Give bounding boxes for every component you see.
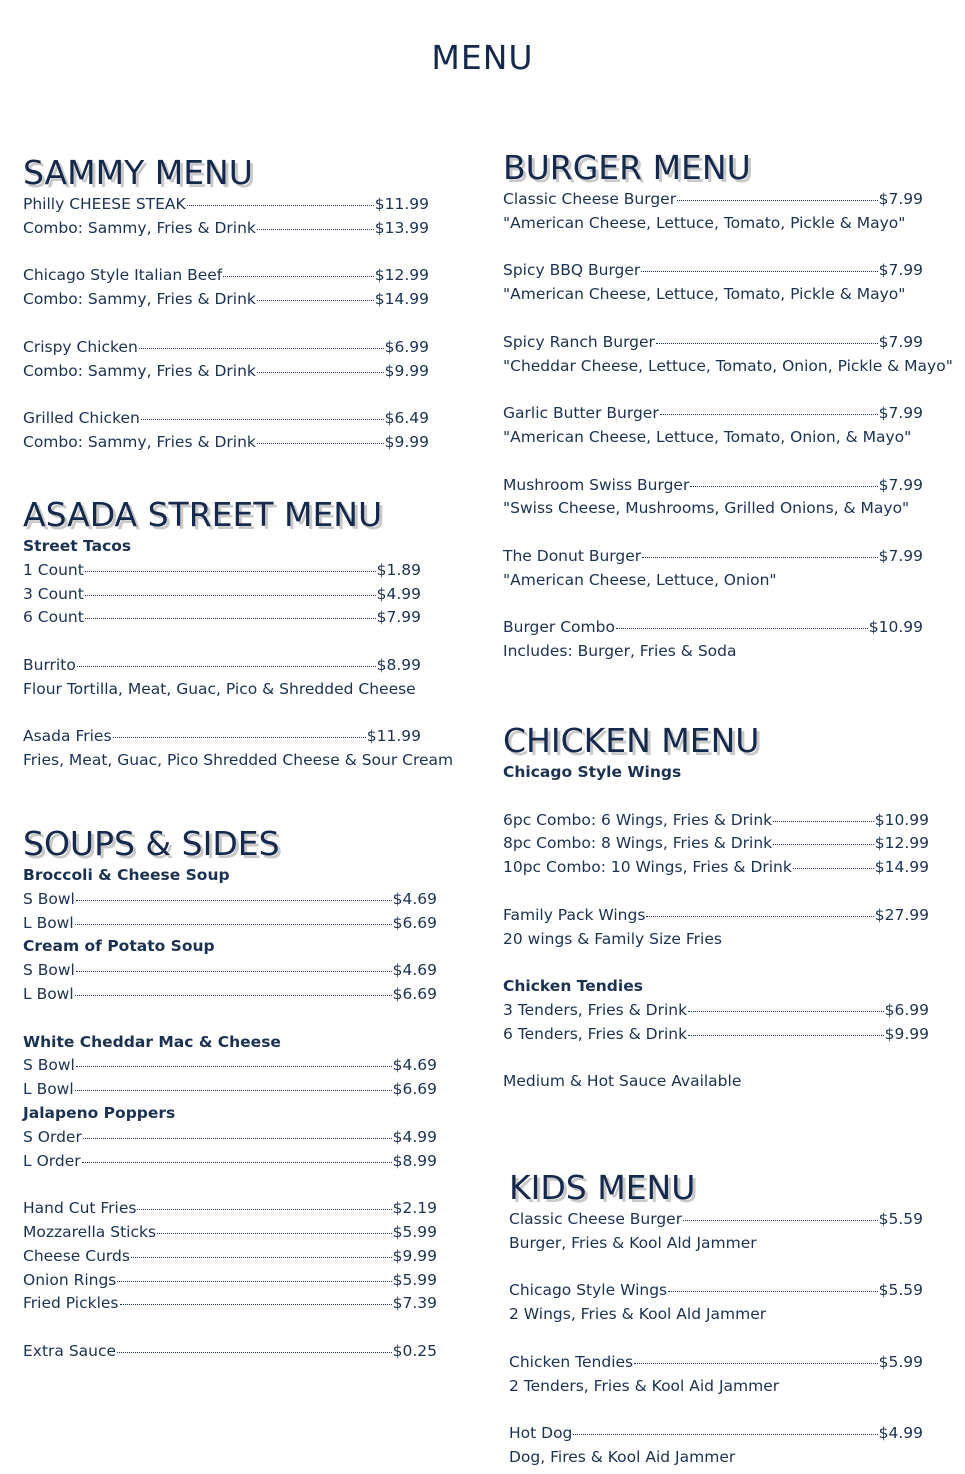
row-spacer [509,1398,923,1422]
item-price: $6.99 [884,1000,929,1019]
item-price: $7.99 [878,261,923,280]
item-price: $4.99 [392,1127,437,1146]
item-price: $2.19 [392,1199,437,1218]
item-price: $6.99 [384,337,429,356]
menu-item [503,188,923,212]
item-name: Chicago Style Wings [509,1281,668,1300]
row-spacer [23,630,421,654]
subheading: White Cheddar Mac & Cheese [23,1032,281,1051]
item-price: $5.99 [392,1270,437,1289]
menu-item [503,545,923,569]
item-description: Includes: Burger, Fries & Soda [503,642,737,661]
item-description: Flour Tortilla, Meat, Guac, Pico & Shredded Cheese [23,679,416,698]
row-spacer [503,236,923,260]
item-name: 6 Tenders, Fries & Drink [503,1024,688,1043]
dot-leader [641,271,877,272]
item-price: $10.99 [874,810,929,829]
item-name: The Donut Burger [503,546,642,565]
item-description: "American Cheese, Lettuce, Onion" [503,570,777,589]
menu-item [23,559,421,583]
dot-leader [660,414,878,415]
item-price: $4.69 [392,961,437,980]
dot-leader [75,995,392,996]
chicken-menu-section [503,721,929,1094]
row-spacer [23,702,421,726]
dot-leader [117,1281,391,1282]
row-spacer [503,1047,929,1071]
dot-leader [157,1233,392,1234]
dot-leader [257,300,374,301]
item-price: $7.99 [878,404,923,423]
dot-leader [82,1162,392,1163]
menu-item [23,725,421,749]
menu-item [23,1126,437,1150]
menu-item [23,1054,437,1078]
row-spacer [509,1256,923,1280]
item-price: $7.39 [392,1294,437,1313]
menu-item [23,407,429,431]
page-title: MENU [431,38,534,77]
menu-item [503,402,923,426]
dot-leader [688,1011,884,1012]
item-price: $0.25 [392,1341,437,1360]
item-name: 3 Tenders, Fries & Drink [503,1000,688,1019]
item-price: $4.99 [376,584,421,603]
dot-leader [690,486,877,487]
item-price: $4.69 [392,1056,437,1075]
item-price: $9.99 [384,361,429,380]
subheading: Street Tacos [23,537,132,555]
menu-item [23,983,437,1007]
dot-leader [120,1304,392,1305]
item-name: Extra Sauce [23,1341,117,1360]
menu-item [23,1078,437,1102]
menu-item [23,606,421,630]
item-price: $6.69 [392,1080,437,1099]
item-price: $6.49 [384,409,429,428]
soups-and-sides-section [23,824,437,1364]
asada-street-menu-section [23,495,454,773]
menu-item [23,1221,437,1245]
item-description: "Cheddar Cheese, Lettuce, Tomato, Onion, Pickle & Mayo" [503,356,953,375]
item-price: $11.99 [366,727,421,746]
section-title: KIDS MENU [509,1168,696,1207]
item-price: $13.99 [374,218,429,237]
menu-item [503,832,929,856]
item-price: $4.99 [878,1424,923,1443]
item-name: Mozzarella Sticks [23,1222,157,1241]
dot-leader [85,595,376,596]
item-price: $11.99 [374,195,429,213]
item-price: $7.99 [878,475,923,494]
item-price: $6.69 [392,984,437,1003]
menu-item [503,474,923,498]
row-spacer [503,307,923,331]
item-name: Crispy Chicken [23,337,138,356]
kids-menu-section [509,1168,923,1470]
section-title: SAMMY MENU [23,153,253,192]
row-spacer [503,785,929,809]
menu-item [23,888,437,912]
item-name: Classic Cheese Burger [503,190,677,208]
dot-leader [141,419,384,420]
row-spacer [23,1173,437,1197]
item-name: 6 Count [23,608,84,627]
menu-item [23,959,437,983]
item-name: Burger Combo [503,618,615,637]
item-description: 2 Tenders, Fries & Kool Aid Jammer [509,1376,780,1395]
row-spacer [23,1316,437,1340]
menu-item [23,1197,437,1221]
row-spacer [23,383,429,407]
dot-leader [257,229,374,230]
dot-leader [656,343,878,344]
dot-leader [75,1090,392,1091]
item-name: 10pc Combo: 10 Wings, Fries & Drink [503,858,792,877]
menu-item [23,583,421,607]
item-name: L Bowl [23,1080,74,1099]
item-name: Classic Cheese Burger [509,1210,683,1228]
menu-item [503,999,929,1023]
item-price: $9.99 [384,432,429,451]
dot-leader [76,900,392,901]
dot-leader [113,737,366,738]
dot-leader [616,628,868,629]
row-spacer [503,450,923,474]
dot-leader [85,571,376,572]
item-price: $9.99 [884,1024,929,1043]
menu-item [503,809,929,833]
dot-leader [131,1257,392,1258]
item-name: Fried Pickles [23,1294,119,1313]
item-price: $27.99 [874,905,929,924]
menu-item [23,1340,437,1364]
item-price: $12.99 [874,834,929,853]
menu-item [503,616,923,640]
subheading: Cream of Potato Soup [23,937,215,956]
row-spacer [503,593,923,617]
subheading: Broccoli & Cheese Soup [23,866,230,884]
menu-item [23,912,437,936]
section-title: ASADA STREET MENU [23,495,383,534]
item-name: Spicy BBQ Burger [503,261,641,280]
item-name: Hot Dog [509,1424,573,1443]
dot-leader [688,1035,884,1036]
row-spacer [23,312,429,336]
subheading: Chicago Style Wings [503,763,682,781]
item-name: Burrito [23,655,76,674]
dot-leader [573,1434,877,1435]
dot-leader [76,1066,392,1067]
item-name: S Bowl [23,1056,75,1075]
item-name: Hand Cut Fries [23,1199,137,1218]
menu-item [23,288,429,312]
menu-item [23,1269,437,1293]
row-spacer [503,951,929,975]
row-spacer [509,1327,923,1351]
item-name: S Bowl [23,889,75,908]
dot-leader [634,1363,877,1364]
item-name: Chicago Style Italian Beef [23,266,223,285]
dot-leader [793,868,874,869]
menu-item [503,331,923,355]
menu-item [503,856,929,880]
item-name: S Bowl [23,961,75,980]
item-name: Chicken Tendies [509,1352,634,1371]
item-name: Combo: Sammy, Fries & Drink [23,361,256,380]
item-name: 6pc Combo: 6 Wings, Fries & Drink [503,810,773,829]
item-description: Fries, Meat, Guac, Pico Shredded Cheese & Sour Cream [23,751,454,770]
row-spacer [503,378,923,402]
item-price: $14.99 [374,290,429,309]
item-name: Cheese Curds [23,1246,130,1265]
dot-leader [677,200,878,201]
subheading: Jalapeno Poppers [23,1103,176,1122]
item-description: "Swiss Cheese, Mushrooms, Grilled Onions, & Mayo" [503,499,910,518]
section-title: SOUPS & SIDES [23,824,280,863]
menu-item [509,1351,923,1375]
menu-item [23,1292,437,1316]
menu-item [23,1245,437,1269]
menu-item [503,904,929,928]
item-name: Combo: Sammy, Fries & Drink [23,218,256,237]
item-name: 1 Count [23,560,84,579]
item-price: $5.99 [878,1352,923,1371]
menu-item [23,264,429,288]
item-name: Mushroom Swiss Burger [503,475,690,494]
item-name: Combo: Sammy, Fries & Drink [23,290,256,309]
menu-item [509,1279,923,1303]
item-price: $7.99 [878,546,923,565]
menu-item [23,360,429,384]
menu-item [509,1208,923,1232]
item-name: 8pc Combo: 8 Wings, Fries & Drink [503,834,773,853]
row-spacer [23,241,429,265]
item-name: Asada Fries [23,727,112,746]
dot-leader [77,666,376,667]
menu-item [503,259,923,283]
item-name: S Order [23,1127,82,1146]
dot-leader [137,1209,391,1210]
dot-leader [257,443,384,444]
menu-item [23,1150,437,1174]
dot-leader [85,618,376,619]
item-name: Family Pack Wings [503,905,646,924]
item-description: "American Cheese, Lettuce, Tomato, Onion, & Mayo" [503,427,912,446]
row-spacer [503,880,929,904]
item-name: L Bowl [23,984,74,1003]
item-description: Medium & Hot Sauce Available [503,1072,742,1091]
dot-leader [76,971,392,972]
dot-leader [187,205,374,206]
dot-leader [683,1220,878,1221]
section-title: CHICKEN MENU [503,721,760,760]
item-price: $7.99 [376,608,421,627]
row-spacer [23,1007,437,1031]
item-name: Grilled Chicken [23,409,140,428]
item-name: Spicy Ranch Burger [503,332,655,351]
item-price: $5.59 [878,1210,923,1228]
item-description: Dog, Fires & Kool Aid Jammer [509,1447,736,1466]
item-description: 2 Wings, Fries & Kool Ald Jammer [509,1305,767,1324]
item-name: 3 Count [23,584,84,603]
dot-leader [642,557,877,558]
sammy-menu-section [23,153,429,455]
dot-leader [75,924,392,925]
dot-leader [668,1291,878,1292]
item-price: $9.99 [392,1246,437,1265]
dot-leader [773,821,874,822]
item-price: $5.59 [878,1281,923,1300]
dot-leader [223,276,373,277]
row-spacer [503,521,923,545]
item-description: 20 wings & Family Size Fries [503,929,722,948]
menu-item [23,654,421,678]
item-name: Garlic Butter Burger [503,404,659,423]
item-name: L Order [23,1151,81,1170]
item-name: Onion Rings [23,1270,117,1289]
section-title: BURGER MENU [503,148,751,187]
item-price: $8.99 [376,655,421,674]
item-price: $10.99 [868,618,923,637]
item-price: $1.89 [376,560,421,579]
item-price: $4.69 [392,889,437,908]
dot-leader [646,916,873,917]
item-description: "American Cheese, Lettuce, Tomato, Pickle & Mayo" [503,213,906,232]
dot-leader [773,844,874,845]
menu-item [503,1023,929,1047]
menu-item [23,217,429,241]
item-name: Philly CHEESE STEAK [23,195,186,213]
burger-menu-section [503,148,953,664]
dot-leader [117,1352,392,1353]
subheading: Chicken Tendies [503,977,643,996]
item-price: $5.99 [392,1222,437,1241]
menu-item [23,431,429,455]
item-price: $6.69 [392,913,437,932]
menu-item [23,193,429,217]
item-price: $14.99 [874,858,929,877]
item-description: Burger, Fries & Kool Ald Jammer [509,1233,757,1252]
menu-item [23,336,429,360]
item-name: Combo: Sammy, Fries & Drink [23,432,256,451]
menu-item [509,1422,923,1446]
dot-leader [257,372,384,373]
dot-leader [83,1138,392,1139]
item-price: $7.99 [878,332,923,351]
dot-leader [139,348,384,349]
item-name: L Bowl [23,913,74,932]
item-price: $8.99 [392,1151,437,1170]
item-price: $12.99 [374,266,429,285]
item-price: $7.99 [878,190,923,208]
item-description: "American Cheese, Lettuce, Tomato, Pickle & Mayo" [503,285,906,304]
